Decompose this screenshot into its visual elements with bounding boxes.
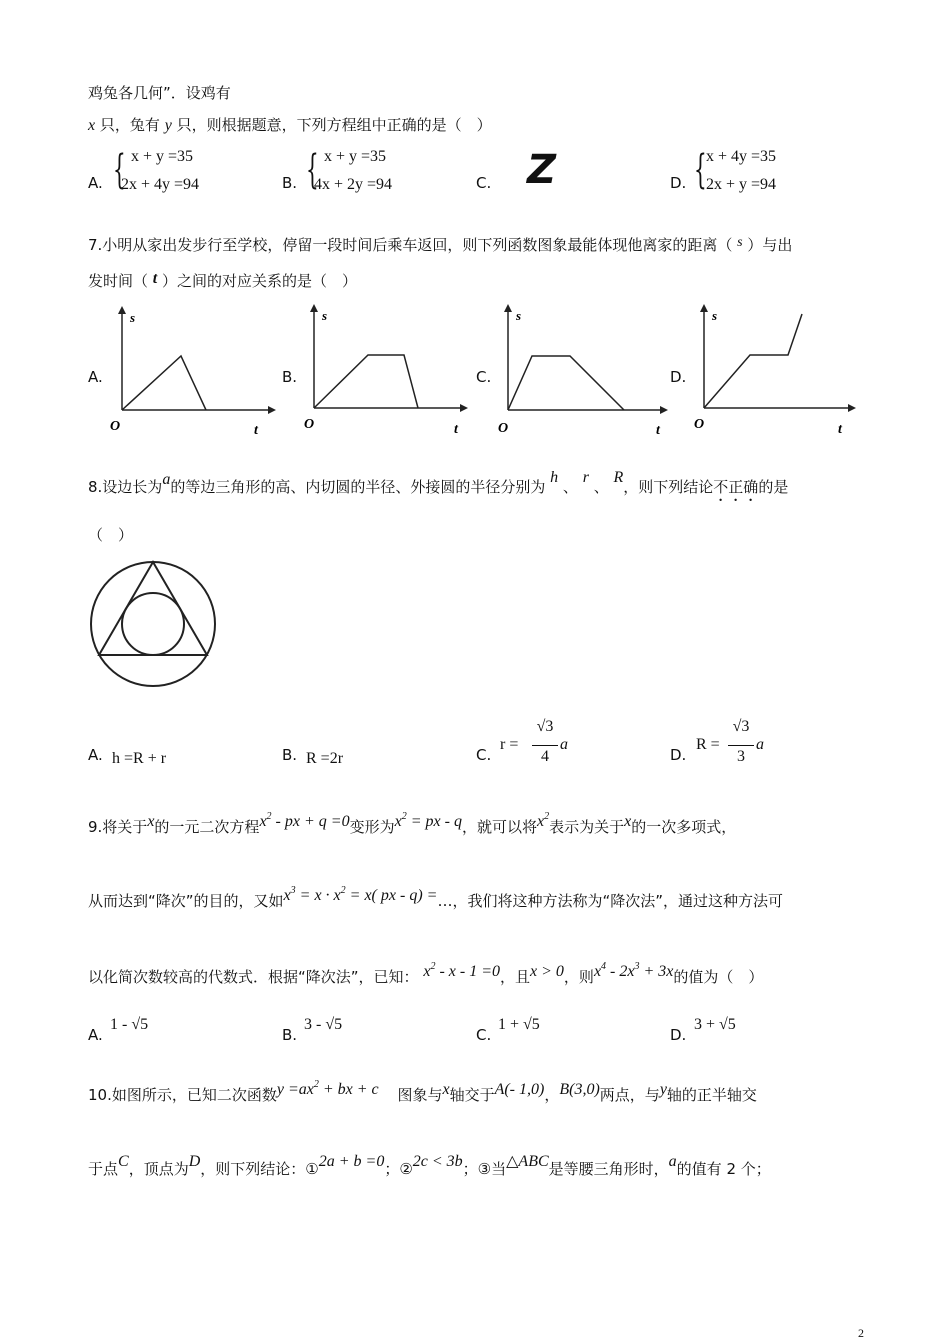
q8-d-lhs: R =: [696, 736, 720, 753]
q8-text-e: 的是: [758, 478, 789, 496]
q9-line1: 9.将关于x的一元二次方程$x^2$ - px + q =0变形为$x^2$ = px - q，就可以将$x^2$表示为关于x的一次多项式，: [88, 811, 737, 836]
q7-c-axis-s: s: [516, 308, 522, 323]
var-x: x: [88, 117, 96, 134]
q10-p4: 两点，与: [599, 1086, 660, 1104]
page-number: 2: [858, 1326, 864, 1340]
q10-claim-1: 2a + b =0: [318, 1153, 385, 1170]
q7-d-origin: O: [694, 417, 705, 432]
q8-var-r: r: [582, 469, 589, 486]
q8-text-b: 的等边三角形的高、内切圆的半径、外接圆的半径分别为: [170, 478, 546, 496]
q7-c-origin: O: [498, 421, 509, 436]
q8-c-tail: a: [560, 736, 568, 753]
q8-option-a-expr: h =R + r: [112, 750, 167, 767]
q6-line1: 鸡兔各几何”．设鸡有: [88, 84, 231, 102]
q8-text-emphasis: 不正确: [713, 478, 759, 496]
q8-line1: [88, 469, 789, 505]
q7-var-t: t: [152, 270, 158, 287]
q9-option-d-expr: 3 + √5: [694, 1016, 736, 1033]
q8-sep1: 、: [562, 478, 578, 496]
q6-line2-text-b: 只，则根据题意，下列方程组中正确的是（ ）: [176, 116, 492, 134]
q10-point-b: B(3,0): [559, 1081, 600, 1098]
q8-option-c-label: C.: [476, 746, 492, 764]
q8-option-d-label: D.: [670, 746, 687, 764]
q7-option-d-label: D.: [670, 368, 687, 386]
q8-paren: （ ）: [88, 526, 134, 544]
q8-text-a: 8.设边长为: [88, 478, 163, 496]
q10-var-c: C: [118, 1153, 129, 1170]
q9-option-c-label: C.: [476, 1026, 492, 1044]
q7-c-axis-t: t: [656, 423, 660, 438]
q7-option-a-label: A.: [88, 368, 103, 386]
q8-c-num: √3: [536, 718, 554, 735]
q10-comma: ，: [544, 1086, 560, 1104]
q10-function: $y =ax^2$ + bx + c: [276, 1079, 379, 1098]
q7-d-axis-t: t: [838, 422, 842, 437]
q10-p2: 图象与: [397, 1086, 443, 1104]
q10-line2: 于点C，顶点为D，则下列结论：①2a + b =0；②2c < 3b；③当△ABC是等腰三角形时，a的值有 2 个；: [88, 1153, 771, 1178]
q8-option-b-label: B.: [282, 746, 298, 764]
q9-option-c-expr: 1 + √5: [498, 1016, 540, 1033]
q9-p7: 从而达到“降次”的目的，又如: [88, 892, 284, 910]
q10-var-d: D: [188, 1153, 201, 1170]
q9-p11: ，则: [563, 968, 594, 986]
q7-option-c-label: C.: [476, 368, 492, 386]
q10-triangle: △ABC: [506, 1153, 549, 1170]
q10-p3: 轴交于: [449, 1086, 495, 1104]
q9-p12: 的值为（ ）: [673, 968, 764, 986]
q10-p9: ；②: [384, 1160, 413, 1178]
q9-p6: 的一次多项式，: [631, 818, 737, 836]
q9-option-b-label: B.: [282, 1026, 298, 1044]
q7-line2-text-a: 发时间（: [88, 272, 149, 290]
q6-line2: [88, 114, 492, 135]
q9-option-d-label: D.: [670, 1026, 687, 1044]
q10-p10: ；③当: [462, 1160, 507, 1178]
q9-option-a-label: A.: [88, 1026, 103, 1044]
q8-var-h: h: [550, 469, 559, 486]
q9-p5: 表示为关于: [549, 818, 625, 836]
var-y: y: [164, 117, 172, 134]
q7-graph-c: [496, 302, 672, 440]
q8-d-num: √3: [732, 718, 750, 735]
q10-point-a: A(- 1,0): [494, 1081, 545, 1098]
q6-b-eq1: x + y =35: [324, 148, 387, 165]
q8-c-lhs: r =: [500, 736, 519, 753]
q7-line1: [88, 234, 792, 255]
q10-p1: 10.如图所示，已知二次函数: [88, 1086, 277, 1104]
q7-option-b-label: B.: [282, 368, 298, 386]
q8-var-R: R: [613, 469, 624, 486]
q7-var-s: s: [737, 235, 743, 250]
q7-d-axis-s: s: [712, 308, 718, 323]
q10-line1: 10.如图所示，已知二次函数$y =ax^2$ + bx + c 图象与x轴交于A(- 1,0)，B(3,0)两点，与y轴的正半轴交: [88, 1079, 757, 1104]
q10-p11: 是等腰三角形时，: [548, 1160, 669, 1178]
q9-eq-transformed: $x^2$ = px - q: [394, 811, 462, 830]
q7-b-axis-t: t: [454, 422, 458, 437]
q7-graph-d: [692, 302, 862, 440]
q6-b-eq2: 4x + 2y =94: [314, 176, 393, 193]
q8-d-den: 3: [737, 748, 745, 765]
q10-p7: ，顶点为: [128, 1160, 189, 1178]
q6-d-eq1: x + 4y =35: [706, 148, 777, 165]
q6-option-d-label: D.: [670, 174, 687, 192]
q10-claim-2: 2c < 3b: [412, 1153, 463, 1170]
q8-sep2: 、: [593, 478, 609, 496]
q7-graph-b: [302, 302, 472, 440]
q9-p10: ，且: [500, 968, 531, 986]
q10-p8: ，则下列结论：①: [200, 1160, 319, 1178]
q9-eq-given: $x^2 - x - 1 =0$: [423, 961, 500, 980]
q9-p2: 的一元二次方程: [154, 818, 260, 836]
q8-option-a-label: A.: [88, 746, 103, 764]
q9-cond: x > 0: [530, 963, 564, 980]
q9-eq-example: $x^3 = x \cdot x^2 = x$( px - q) =: [283, 885, 438, 904]
q6-option-c-label: C.: [476, 174, 492, 192]
q9-p8: …，我们将这种方法称为“降次法”，通过这种方法可: [437, 892, 783, 910]
q6-a-eq2: 2x + 4y =94: [121, 176, 200, 193]
q7-line1-text-b: ）与出: [747, 236, 793, 254]
q8-c-den: 4: [541, 748, 549, 765]
q7-a-axis-s: s: [130, 310, 136, 325]
q9-eq-original: $x^2$ - px + q =0: [259, 811, 350, 830]
q8-figure: [88, 558, 220, 690]
q7-graph-a: [108, 302, 278, 440]
q6-a-eq1: x + y =35: [131, 148, 194, 165]
q9-p3: 变形为: [349, 818, 395, 836]
q7-line2: [88, 270, 357, 291]
q10-p12: 的值有 2 个；: [676, 1160, 771, 1178]
q9-p4: ，就可以将: [461, 818, 537, 836]
q6-option-b-label: B.: [282, 174, 298, 192]
q10-p6: 于点: [88, 1160, 119, 1178]
q7-line2-text-b: ）之间的对应关系的是（ ）: [162, 272, 358, 290]
q8-text-c: ，则下列结论: [623, 478, 714, 496]
q9-p9: 以化简次数较高的代数式．根据“降次法”，已知：: [88, 968, 419, 986]
q9-option-a-expr: 1 - √5: [110, 1016, 149, 1033]
q7-line1-text-a: 7.小明从家出发步行至学校，停留一段时间后乘车返回，则下列函数图象最能体现他离家的距离（: [88, 236, 733, 254]
q9-option-b-expr: 3 - √5: [304, 1016, 343, 1033]
q7-a-origin: O: [110, 419, 121, 434]
q9-target-expr: $x^4 - 2x^3 + 3x$: [593, 961, 674, 980]
q6-c-z-glyph: Z: [527, 147, 557, 193]
q6-option-a-label: A.: [88, 174, 103, 192]
q9-line3: [88, 961, 764, 987]
q7-b-origin: O: [304, 417, 315, 432]
q6-d-eq2: 2x + y =94: [706, 176, 777, 193]
q7-b-axis-s: s: [322, 308, 328, 323]
q8-var-a: a: [162, 471, 171, 488]
q9-p1: 9.将关于: [88, 818, 148, 836]
q8-d-tail: a: [756, 736, 764, 753]
q7-a-axis-t: t: [254, 423, 258, 438]
q8-option-b-expr: R =2r: [306, 750, 344, 767]
q6-line2-text-a: 只，兔有: [99, 116, 160, 134]
q10-p5: 轴的正半轴交: [666, 1086, 757, 1104]
q9-line2: [88, 885, 783, 911]
